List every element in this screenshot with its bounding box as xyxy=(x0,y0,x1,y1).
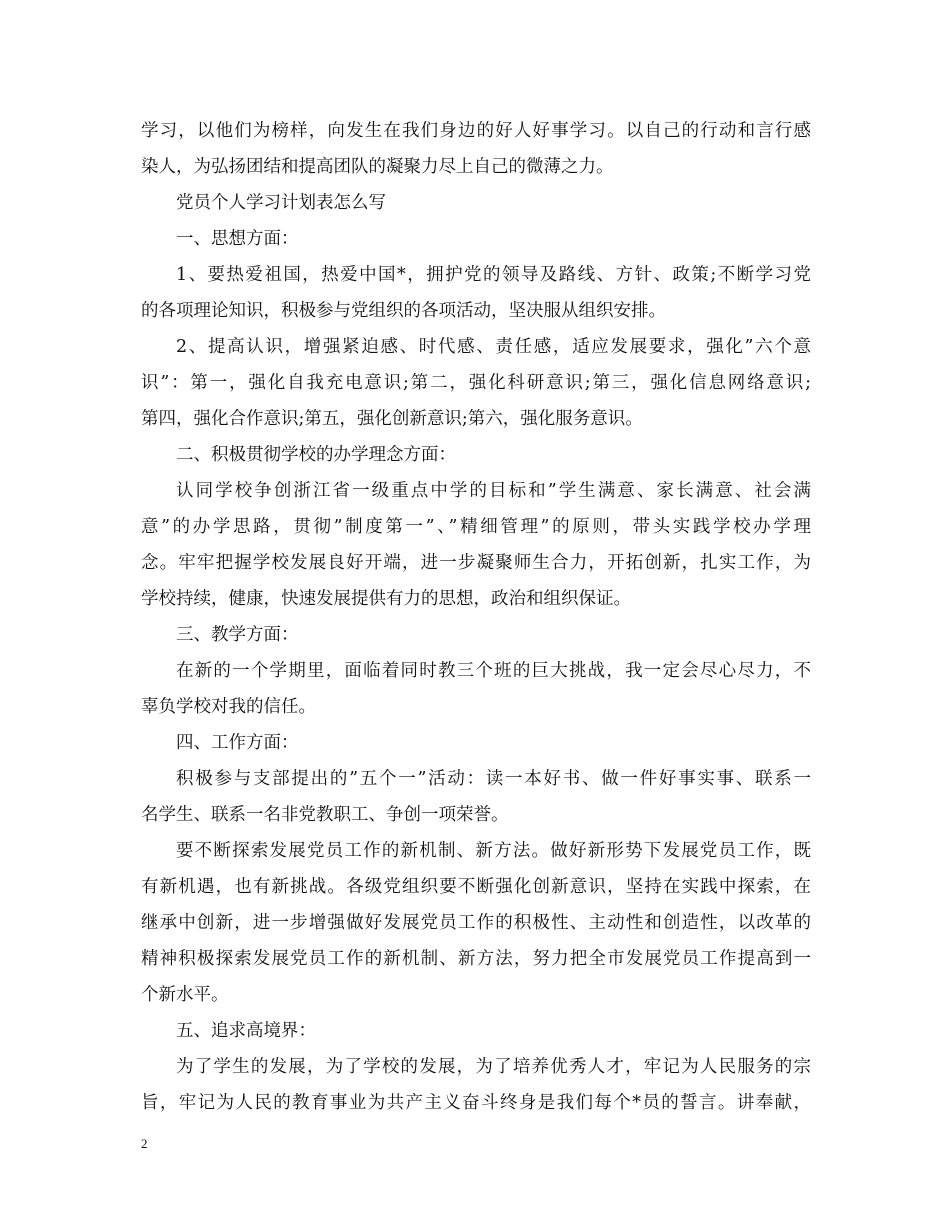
page-number: 2 xyxy=(141,1136,148,1151)
text-line: 一、思想方面： xyxy=(176,229,299,249)
text-line: 四、工作方面： xyxy=(176,733,299,753)
text-line: 认同学校争创浙江省一级重点中学的目标和”学生满意、家长满意、社会满 xyxy=(176,481,811,501)
text-line: 2、提高认识，增强紧迫感、时代感、责任感，适应发展要求，强化”六个意 xyxy=(176,337,811,357)
text-line: 精神积极探索发展党员工作的新机制、新方法，努力把全市发展党员工作提高到一 xyxy=(141,949,811,969)
text-line: 的各项理论知识，积极参与党组织的各项活动，坚决服从组织安排。 xyxy=(141,301,666,321)
text-line: 继承中创新，进一步增强做好发展党员工作的积极性、主动性和创造性，以改革的 xyxy=(141,913,811,933)
document-body xyxy=(141,113,811,1121)
text-line: 在新的一个学期里，面临着同时教三个班的巨大挑战，我一定会尽心尽力，不 xyxy=(176,661,811,681)
text-line: 第四，强化合作意识;第五，强化创新意识;第六，强化服务意识。 xyxy=(141,409,643,429)
text-line: 要不断探索发展党员工作的新机制、新方法。做好新形势下发展党员工作，既 xyxy=(176,841,811,861)
text-line: 五、追求高境界： xyxy=(176,1021,316,1041)
text-line: 辜负学校对我的信任。 xyxy=(141,697,316,717)
text-line: 三、教学方面： xyxy=(176,625,299,645)
text-line: 积极参与支部提出的”五个一”活动：读一本好书、做一件好事实事、联系一 xyxy=(176,769,811,789)
text-line: 有新机遇，也有新挑战。各级党组织要不断强化创新意识，坚持在实践中探索，在 xyxy=(141,877,811,897)
text-line: 识”：第一，强化自我充电意识;第二，强化科研意识;第三，强化信息网络意识; xyxy=(141,373,811,393)
text-line: 为了学生的发展，为了学校的发展，为了培养优秀人才，牢记为人民服务的宗 xyxy=(176,1057,811,1077)
text-line: 意”的办学思路，贯彻”制度第一”、”精细管理”的原则，带头实践学校办学理 xyxy=(141,517,811,537)
text-line: 染人，为弘扬团结和提高团队的凝聚力尽上自己的微薄之力。 xyxy=(141,157,614,177)
text-line: 名学生、联系一名非党教职工、争创一项荣誉。 xyxy=(141,805,509,825)
text-line: 个新水平。 xyxy=(141,985,229,1005)
text-line: 1、要热爱祖国，热爱中国*，拥护党的领导及路线、方针、政策;不断学习党 xyxy=(176,265,811,285)
text-line: 学校持续，健康，快速发展提供有力的思想，政治和组织保证。 xyxy=(141,589,631,609)
text-line: 二、积极贯彻学校的办学理念方面： xyxy=(176,445,456,465)
text-line: 旨，牢记为人民的教育事业为共产主义奋斗终身是我们每个*员的誓言。讲奉献， xyxy=(141,1093,811,1113)
text-line: 学习，以他们为榜样，向发生在我们身边的好人好事学习。以自己的行动和言行感 xyxy=(141,121,811,141)
text-line: 念。牢牢把握学校发展良好开端，进一步凝聚师生合力，开拓创新，扎实工作，为 xyxy=(141,553,811,573)
text-line: 党员个人学习计划表怎么写 xyxy=(176,193,386,213)
